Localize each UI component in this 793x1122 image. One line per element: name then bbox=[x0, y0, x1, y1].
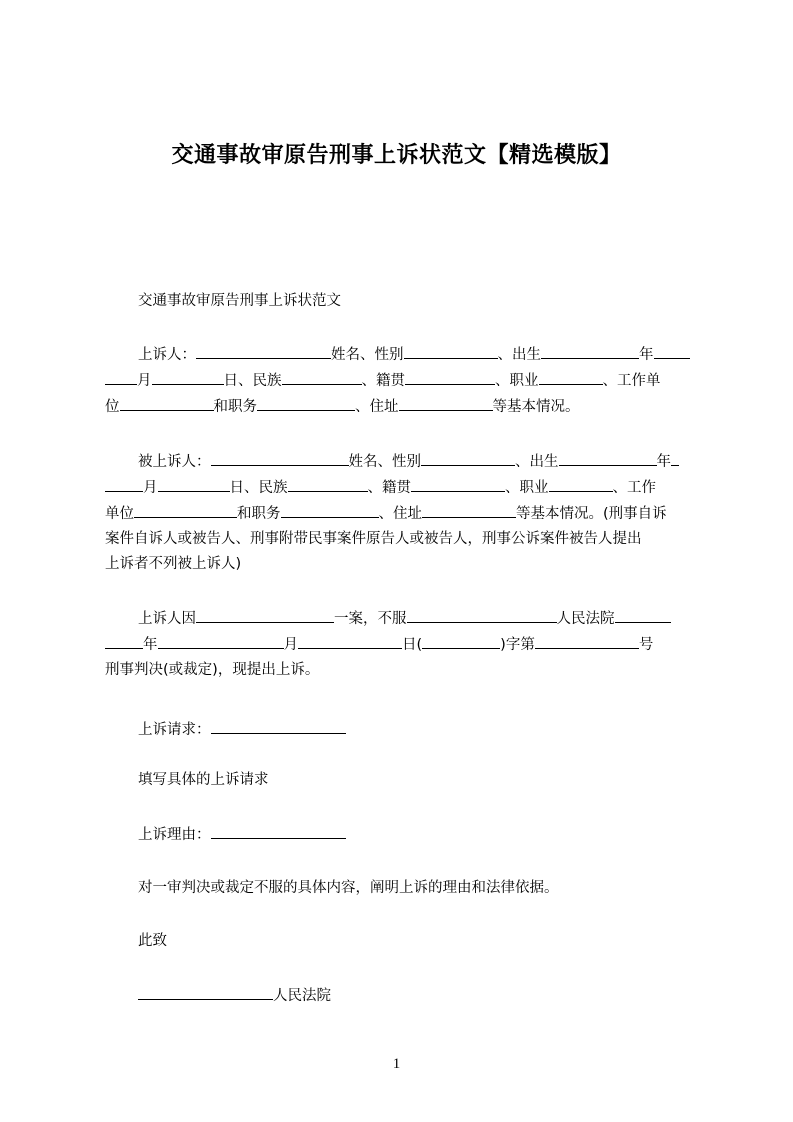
appellee-note-line2: 上诉者不列被上诉人) bbox=[105, 556, 242, 572]
appellee-address-label: 、住址 bbox=[378, 506, 422, 522]
appellant-work-blank[interactable] bbox=[120, 394, 214, 411]
request-label: 上诉请求： bbox=[138, 722, 211, 738]
appellant-name-blank[interactable] bbox=[196, 342, 331, 359]
document-subtitle bbox=[105, 289, 734, 314]
appellee-year-label: 年 bbox=[656, 454, 671, 470]
appellant-month-label: 月 bbox=[137, 373, 152, 389]
request-hint bbox=[105, 768, 734, 793]
appellee-label: 被上诉人： bbox=[138, 454, 211, 470]
appellee-job-label: 、职业 bbox=[505, 480, 549, 496]
document-title: 交通事故审原告刑事上诉状范文【精选模版】 bbox=[171, 143, 622, 168]
request-blank[interactable] bbox=[211, 717, 346, 734]
cause-case-label: 一案，不服 bbox=[334, 611, 407, 627]
cause-year-blank[interactable] bbox=[105, 632, 143, 649]
salutation bbox=[105, 929, 734, 954]
appellant-day-label: 日、民族 bbox=[223, 373, 282, 389]
appellee-name-blank[interactable] bbox=[211, 449, 349, 466]
appellee-native-label: 、籍贯 bbox=[367, 480, 411, 496]
subtitle-text: 交通事故审原告刑事上诉状范文 bbox=[138, 293, 341, 309]
appellee-day-blank[interactable] bbox=[158, 475, 230, 492]
request-hint-text: 填写具体的上诉请求 bbox=[138, 772, 269, 788]
appellee-paragraph bbox=[105, 449, 701, 577]
appellee-note-line1: 案件自诉人或被告人、刑事附带民事案件原告人或被告人，刑事公诉案件被告人提出 bbox=[105, 531, 642, 547]
appellee-birth-label: 、出生 bbox=[515, 454, 559, 470]
appellant-ethnicity-blank[interactable] bbox=[282, 368, 362, 385]
appellant-job-label: 、职业 bbox=[495, 373, 539, 389]
court-name-blank[interactable] bbox=[138, 983, 273, 1000]
cause-char-blank[interactable] bbox=[422, 632, 500, 649]
cause-number-blank[interactable] bbox=[535, 632, 639, 649]
cause-year-label: 年 bbox=[143, 637, 158, 653]
cause-day-label: 日( bbox=[402, 637, 423, 653]
cause-paragraph bbox=[105, 606, 701, 683]
appellee-month-blank[interactable] bbox=[105, 475, 143, 492]
appellant-paragraph bbox=[105, 342, 701, 420]
appellant-year-label: 年 bbox=[639, 347, 654, 363]
cause-number-label: 号 bbox=[638, 637, 654, 653]
appellant-work-label: 、工作单 bbox=[602, 373, 661, 389]
appellee-ethnicity-blank[interactable] bbox=[288, 475, 368, 492]
appellant-month-blank[interactable] bbox=[105, 368, 137, 385]
cause-case-blank[interactable] bbox=[196, 606, 334, 623]
appellant-name-tail: 姓名、性别 bbox=[331, 347, 404, 363]
appellee-work-label: 、工作 bbox=[612, 480, 656, 496]
appellant-label: 上诉人： bbox=[138, 347, 196, 363]
cause-char-label: )字第 bbox=[500, 637, 535, 653]
appellee-year-blank[interactable] bbox=[671, 449, 679, 466]
appellant-gender-blank[interactable] bbox=[404, 342, 498, 359]
court-line bbox=[105, 983, 734, 1009]
appellant-native-label: 、籍贯 bbox=[361, 373, 405, 389]
reason-hint bbox=[105, 876, 734, 901]
appellant-position-label: 和职务 bbox=[213, 399, 257, 415]
cause-month-blank[interactable] bbox=[158, 632, 284, 649]
appellee-work-blank[interactable] bbox=[134, 501, 237, 518]
page-number: 1 bbox=[392, 1056, 401, 1072]
cause-month-label: 月 bbox=[283, 637, 298, 653]
appellee-gender-blank[interactable] bbox=[421, 449, 515, 466]
reason-blank[interactable] bbox=[211, 822, 346, 839]
appellant-day-blank[interactable] bbox=[152, 368, 224, 385]
reason-line bbox=[105, 822, 734, 848]
appellant-address-blank[interactable] bbox=[399, 394, 493, 411]
cause-court-blank[interactable] bbox=[407, 606, 557, 623]
reason-label: 上诉理由： bbox=[138, 827, 211, 843]
cause-tail: 刑事判决(或裁定)，现提出上诉。 bbox=[105, 662, 320, 678]
cause-court-tail-blank[interactable] bbox=[615, 606, 671, 623]
appellee-day-label: 日、民族 bbox=[229, 480, 288, 496]
appellee-birth-blank[interactable] bbox=[559, 449, 657, 466]
appellee-month-label: 月 bbox=[143, 480, 158, 496]
appellant-year-blank[interactable] bbox=[654, 342, 690, 359]
appellee-job-blank[interactable] bbox=[549, 475, 613, 492]
appellant-position-blank[interactable] bbox=[257, 394, 355, 411]
cause-court-label: 人民法院 bbox=[556, 611, 615, 627]
appellant-work-label-b: 位 bbox=[105, 399, 120, 415]
salutation-text: 此致 bbox=[138, 933, 167, 949]
appellant-birth-label: 、出生 bbox=[497, 347, 541, 363]
appellant-address-label: 、住址 bbox=[355, 399, 399, 415]
appellant-native-blank[interactable] bbox=[405, 368, 495, 385]
reason-hint-text: 对一审判决或裁定不服的具体内容，阐明上诉的理由和法律依据。 bbox=[138, 880, 559, 896]
cause-day-blank[interactable] bbox=[298, 632, 402, 649]
court-suffix: 人民法院 bbox=[273, 988, 331, 1004]
request-line bbox=[105, 717, 734, 743]
appellee-address-blank[interactable] bbox=[422, 501, 516, 518]
appellee-position-label: 和职务 bbox=[237, 506, 281, 522]
appellant-job-blank[interactable] bbox=[539, 368, 603, 385]
cause-prefix: 上诉人因 bbox=[138, 611, 196, 627]
appellee-native-blank[interactable] bbox=[411, 475, 505, 492]
appellee-name-tail: 姓名、性别 bbox=[348, 454, 421, 470]
appellant-basic-label: 等基本情况。 bbox=[492, 399, 580, 415]
appellee-work-label-b: 单位 bbox=[105, 506, 134, 522]
appellee-basic-label: 等基本情况。(刑事自诉 bbox=[516, 506, 667, 522]
appellant-birth-blank[interactable] bbox=[541, 342, 639, 359]
appellee-position-blank[interactable] bbox=[281, 501, 379, 518]
